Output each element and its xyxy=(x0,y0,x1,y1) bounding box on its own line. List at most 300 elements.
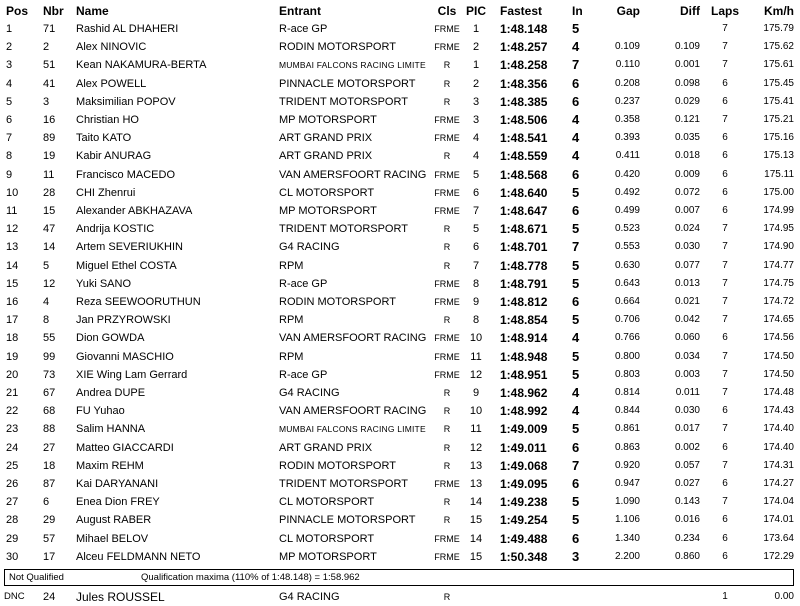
cell-laps: 6 xyxy=(722,168,728,180)
cell-gap xyxy=(600,20,640,38)
cell-laps: 6 xyxy=(722,550,728,562)
cell-gap: 0.630 xyxy=(614,259,640,271)
cell-kmh: 175.45 xyxy=(763,77,794,89)
cell-kmh: 175.16 xyxy=(763,132,794,144)
cell-name: Andrija KOSTIC xyxy=(76,223,155,236)
cell-cls: R xyxy=(443,442,451,453)
cell-fastest: 1:49.238 xyxy=(500,495,548,510)
cell-pic: 7 xyxy=(472,205,480,217)
header-cls: Cls xyxy=(437,4,457,18)
cell-name: Francisco MACEDO xyxy=(76,168,176,181)
table-row xyxy=(0,184,800,202)
cell-pos: 27 xyxy=(6,496,19,509)
cell-name: Artem SEVERIUKHIN xyxy=(76,241,183,254)
cell-laps: 6 xyxy=(722,95,728,107)
cell-laps: 7 xyxy=(722,350,728,362)
cell-nbr: 28 xyxy=(43,186,56,199)
dnc-cls: R xyxy=(443,592,451,602)
table-row xyxy=(0,402,800,420)
cell-laps: 6 xyxy=(722,132,728,144)
cell-pos: 3 xyxy=(6,59,13,72)
cell-in: 7 xyxy=(572,239,580,255)
cell-nbr: 2 xyxy=(43,41,50,54)
cell-diff: 0.003 xyxy=(674,368,700,380)
cell-pos: 1 xyxy=(6,23,13,35)
cell-entrant: PINNACLE MOTORSPORT xyxy=(279,77,416,90)
cell-fastest: 1:48.506 xyxy=(500,113,548,127)
cell-fastest: 1:50.348 xyxy=(500,549,548,564)
cell-kmh: 174.77 xyxy=(763,259,794,271)
cell-kmh: 174.27 xyxy=(763,478,794,489)
cell-pos: 28 xyxy=(6,514,19,527)
cell-diff: 0.077 xyxy=(674,259,700,271)
cell-gap: 0.358 xyxy=(614,114,640,125)
cell-gap: 0.499 xyxy=(614,205,640,216)
table-header xyxy=(0,2,800,20)
cell-diff: 0.030 xyxy=(674,241,700,253)
table-row xyxy=(0,457,800,475)
cell-fastest: 1:48.541 xyxy=(500,131,548,146)
cell-name: Kai DARYANANI xyxy=(76,478,159,490)
cell-gap: 1.106 xyxy=(614,514,640,526)
cell-pos: 13 xyxy=(6,241,19,254)
header-pos: Pos xyxy=(6,4,29,18)
cell-kmh: 174.65 xyxy=(763,314,794,326)
cell-laps: 7 xyxy=(722,496,728,508)
cell-name: Kean NAKAMURA-BERTA xyxy=(76,59,207,72)
cell-cls: R xyxy=(443,242,451,253)
table-row xyxy=(0,275,800,293)
cell-name: Dion GOWDA xyxy=(76,332,145,345)
cell-diff: 0.060 xyxy=(674,332,700,344)
cell-nbr: 41 xyxy=(43,77,56,90)
cell-name: FU Yuhao xyxy=(76,405,125,418)
cell-name: Yuki SANO xyxy=(76,277,132,290)
cell-kmh: 172.29 xyxy=(763,550,794,562)
cell-gap: 0.420 xyxy=(614,168,640,180)
cell-nbr: 16 xyxy=(43,114,56,126)
header-name: Name xyxy=(76,4,109,18)
cell-laps: 7 xyxy=(722,41,728,53)
cell-cls: FRME xyxy=(434,351,460,362)
cell-pos: 8 xyxy=(6,150,13,163)
cell-fastest: 1:49.009 xyxy=(500,422,548,437)
cell-laps: 6 xyxy=(722,332,728,344)
cell-gap: 0.800 xyxy=(614,350,640,362)
cell-pic: 7 xyxy=(472,259,480,272)
cell-in: 6 xyxy=(572,439,580,455)
cell-fastest: 1:48.671 xyxy=(500,222,548,237)
cell-in: 6 xyxy=(572,75,580,91)
cell-fastest: 1:48.914 xyxy=(500,331,548,346)
table-row xyxy=(0,38,800,56)
cell-fastest: 1:48.559 xyxy=(500,149,548,164)
cell-gap: 0.109 xyxy=(614,41,640,53)
cell-fastest: 1:48.647 xyxy=(500,204,548,218)
cell-entrant: MP MOTORSPORT xyxy=(279,550,377,563)
cell-fastest: 1:48.385 xyxy=(500,94,548,109)
cell-gap: 2.200 xyxy=(614,550,640,562)
cell-laps: 7 xyxy=(722,368,728,380)
cell-fastest: 1:48.257 xyxy=(500,40,548,55)
cell-entrant: CL MOTORSPORT xyxy=(279,186,375,199)
cell-pic: 8 xyxy=(472,277,480,290)
cell-name: Salim HANNA xyxy=(76,423,146,436)
cell-laps: 7 xyxy=(722,114,728,125)
cell-name: Maksimilian POPOV xyxy=(76,95,176,108)
cell-diff: 0.002 xyxy=(674,441,700,453)
cell-pic: 14 xyxy=(469,496,483,509)
dnc-row xyxy=(0,588,800,606)
dnc-name: Jules ROUSSEL xyxy=(76,590,165,604)
cell-in: 5 xyxy=(572,257,580,273)
cell-cls: FRME xyxy=(434,278,460,289)
cell-pic: 1 xyxy=(472,59,480,72)
cell-diff: 0.001 xyxy=(674,59,700,71)
table-row xyxy=(0,111,800,129)
cell-name: Kabir ANURAG xyxy=(76,150,152,163)
cell-entrant: TRIDENT MOTORSPORT xyxy=(279,223,408,236)
cell-pos: 11 xyxy=(6,205,18,217)
cell-in: 6 xyxy=(572,166,580,182)
table-row xyxy=(0,439,800,457)
table-row xyxy=(0,384,800,402)
cell-fastest: 1:48.568 xyxy=(500,167,548,182)
cell-nbr: 47 xyxy=(43,223,56,236)
cell-diff xyxy=(660,20,700,38)
cell-cls: R xyxy=(443,388,451,398)
cell-fastest: 1:49.068 xyxy=(500,458,548,473)
cell-cls: FRME xyxy=(434,24,460,34)
cell-gap: 1.340 xyxy=(614,532,640,544)
cell-diff: 0.098 xyxy=(674,77,700,89)
cell-pos: 23 xyxy=(6,423,19,436)
cell-in: 4 xyxy=(572,130,580,146)
cell-laps: 6 xyxy=(722,405,728,417)
cell-kmh: 175.13 xyxy=(763,150,794,162)
cell-laps: 6 xyxy=(722,205,728,216)
cell-fastest: 1:48.951 xyxy=(500,367,548,382)
cell-entrant: ART GRAND PRIX xyxy=(279,441,373,454)
cell-laps: 6 xyxy=(722,186,728,198)
cell-in: 3 xyxy=(572,548,580,564)
dnc-kmh: 0.00 xyxy=(774,591,794,602)
cell-gap: 0.523 xyxy=(614,223,640,235)
table-row xyxy=(0,75,800,93)
cell-fastest: 1:48.356 xyxy=(500,76,548,91)
cell-name: CHI Zhenrui xyxy=(76,186,136,199)
header-nbr: Nbr xyxy=(43,4,64,18)
cell-kmh: 174.40 xyxy=(763,423,794,435)
cell-cls: FRME xyxy=(434,206,460,216)
cell-entrant: VAN AMERSFOORT RACING xyxy=(279,168,427,181)
cell-diff: 0.021 xyxy=(674,296,700,307)
table-row xyxy=(0,366,800,384)
cell-laps: 7 xyxy=(722,223,728,235)
cell-pic: 6 xyxy=(472,241,480,254)
cell-diff: 0.009 xyxy=(674,168,700,180)
cell-cls: R xyxy=(443,460,451,471)
table-row xyxy=(0,56,800,74)
cell-pos: 6 xyxy=(6,114,13,126)
cell-pos: 29 xyxy=(6,532,19,545)
header-fastest: Fastest xyxy=(500,4,543,18)
cell-kmh: 175.00 xyxy=(763,186,794,198)
cell-in: 5 xyxy=(572,275,580,291)
cell-gap: 0.803 xyxy=(614,368,640,380)
cell-pic: 2 xyxy=(472,41,480,54)
cell-pic: 4 xyxy=(472,132,480,145)
cell-pos: 2 xyxy=(6,41,13,54)
cell-kmh: 174.50 xyxy=(763,350,794,362)
cell-kmh: 174.01 xyxy=(763,514,794,526)
cell-in: 6 xyxy=(572,476,580,491)
cell-pos: 25 xyxy=(6,459,19,472)
cell-pos: 26 xyxy=(6,478,19,490)
cell-fastest: 1:48.258 xyxy=(500,58,548,73)
cell-gap: 0.237 xyxy=(614,95,640,107)
cell-pic: 9 xyxy=(472,387,480,399)
cell-pic: 11 xyxy=(470,423,482,436)
cell-diff: 0.042 xyxy=(674,314,700,326)
table-row xyxy=(0,293,800,311)
dnc-entrant: G4 RACING xyxy=(279,591,340,603)
cell-pic: 12 xyxy=(469,441,483,454)
cell-kmh: 174.99 xyxy=(763,205,794,216)
cell-diff: 0.018 xyxy=(674,150,700,162)
cell-nbr: 51 xyxy=(43,59,56,72)
cell-diff: 0.013 xyxy=(674,277,700,289)
cell-name: Jan PRZYROWSKI xyxy=(76,314,171,327)
cell-nbr: 57 xyxy=(43,532,56,545)
cell-in: 5 xyxy=(572,512,580,528)
table-row xyxy=(0,548,800,566)
cell-in: 5 xyxy=(572,221,580,237)
cell-cls: R xyxy=(443,78,451,89)
cell-entrant: PINNACLE MOTORSPORT xyxy=(279,514,416,527)
cell-diff: 0.072 xyxy=(674,186,700,198)
cell-name: Matteo GIACCARDI xyxy=(76,441,174,454)
cell-name: Reza SEEWOORUTHUN xyxy=(76,296,201,308)
cell-kmh: 174.75 xyxy=(763,277,794,289)
cell-nbr: 15 xyxy=(43,205,56,217)
cell-name: Alex POWELL xyxy=(76,77,147,90)
cell-nbr: 99 xyxy=(43,350,56,363)
cell-entrant: G4 RACING xyxy=(279,241,340,254)
cell-entrant: CL MOTORSPORT xyxy=(279,532,375,545)
cell-kmh: 174.04 xyxy=(763,496,794,508)
cell-name: Taito KATO xyxy=(76,132,132,145)
cell-pic: 13 xyxy=(469,459,483,472)
table-row xyxy=(0,202,800,220)
cell-diff: 0.143 xyxy=(674,496,700,508)
cell-pic: 5 xyxy=(472,168,480,181)
cell-nbr: 67 xyxy=(43,387,56,399)
cell-fastest: 1:49.011 xyxy=(500,440,547,455)
cell-pic: 1 xyxy=(472,23,480,35)
header-pic: PIC xyxy=(466,4,487,18)
cell-laps: 7 xyxy=(722,296,728,307)
cell-cls: R xyxy=(443,515,451,526)
cell-cls: FRME xyxy=(434,133,460,144)
cell-nbr: 14 xyxy=(43,241,56,254)
cell-cls: R xyxy=(443,60,451,71)
cell-in: 4 xyxy=(572,385,580,400)
cell-entrant: RPM xyxy=(279,259,304,272)
cell-nbr: 87 xyxy=(43,478,56,490)
cell-fastest: 1:48.992 xyxy=(500,404,548,419)
cell-nbr: 18 xyxy=(43,459,56,472)
cell-kmh: 174.56 xyxy=(763,332,794,344)
cell-fastest: 1:48.148 xyxy=(500,22,548,36)
cell-gap: 0.920 xyxy=(614,459,640,471)
cell-pic: 13 xyxy=(469,478,483,490)
cell-nbr: 3 xyxy=(43,95,50,108)
cell-diff: 0.057 xyxy=(674,459,700,471)
cell-diff: 0.860 xyxy=(674,550,700,562)
cell-in: 4 xyxy=(572,403,580,419)
cell-pos: 14 xyxy=(6,259,19,272)
cell-name: Giovanni MASCHIO xyxy=(76,350,174,363)
cell-in: 5 xyxy=(572,494,580,510)
cell-pos: 24 xyxy=(6,441,19,454)
cell-kmh: 175.41 xyxy=(763,95,794,107)
cell-fastest: 1:48.778 xyxy=(500,258,548,273)
cell-pic: 12 xyxy=(469,368,483,381)
cell-laps: 6 xyxy=(722,150,728,162)
cell-kmh: 174.31 xyxy=(763,459,794,471)
cell-fastest: 1:48.791 xyxy=(500,276,548,291)
cell-gap: 0.643 xyxy=(614,277,640,289)
cell-laps: 7 xyxy=(722,23,728,34)
cell-fastest: 1:48.812 xyxy=(500,295,548,309)
cell-entrant: R-ace GP xyxy=(279,23,328,35)
table-row xyxy=(0,166,800,184)
header-entrant: Entrant xyxy=(279,4,321,18)
cell-pic: 8 xyxy=(472,314,480,327)
cell-gap: 0.844 xyxy=(614,405,640,417)
table-row xyxy=(0,329,800,347)
cell-name: Alceu FELDMANN NETO xyxy=(76,550,201,563)
cell-kmh: 174.40 xyxy=(763,441,794,453)
table-row xyxy=(0,129,800,147)
cell-kmh: 174.95 xyxy=(763,223,794,235)
table-row xyxy=(0,147,800,165)
cell-name: XIE Wing Lam Gerrard xyxy=(76,368,188,381)
cell-gap: 0.766 xyxy=(614,332,640,344)
cell-entrant: ART GRAND PRIX xyxy=(279,150,373,163)
cell-nbr: 19 xyxy=(43,150,56,163)
header-laps: Laps xyxy=(710,4,739,18)
cell-laps: 7 xyxy=(722,459,728,471)
not-qualified-box xyxy=(4,569,794,586)
cell-cls: R xyxy=(443,406,451,417)
cell-diff: 0.109 xyxy=(674,41,700,53)
cell-entrant: RODIN MOTORSPORT xyxy=(279,296,396,308)
cell-diff: 0.007 xyxy=(674,205,700,216)
cell-pos: 10 xyxy=(6,186,19,199)
cell-pos: 5 xyxy=(6,95,13,108)
cell-fastest: 1:48.640 xyxy=(500,185,548,200)
cell-nbr: 89 xyxy=(43,132,56,145)
cell-laps: 6 xyxy=(722,478,728,489)
cell-laps: 6 xyxy=(722,514,728,526)
cell-in: 5 xyxy=(572,421,580,437)
cell-pic: 3 xyxy=(472,95,480,108)
cell-diff: 0.029 xyxy=(674,95,700,107)
table-row xyxy=(0,257,800,275)
cell-kmh: 174.50 xyxy=(763,368,794,380)
cell-gap: 0.110 xyxy=(615,59,640,71)
cell-nbr: 8 xyxy=(43,314,50,327)
cell-laps: 7 xyxy=(722,59,728,71)
cell-cls: R xyxy=(443,424,451,435)
cell-laps: 7 xyxy=(722,259,728,271)
cell-entrant: RODIN MOTORSPORT xyxy=(279,41,396,54)
cell-diff: 0.016 xyxy=(674,514,700,526)
cell-in: 5 xyxy=(572,366,580,382)
table-row xyxy=(0,493,800,511)
cell-pic: 14 xyxy=(469,532,483,545)
cell-pic: 15 xyxy=(469,550,483,563)
cell-pic: 11 xyxy=(470,350,482,363)
dnc-nbr: 24 xyxy=(43,591,56,603)
cell-in: 6 xyxy=(572,530,580,546)
cell-in: 6 xyxy=(572,93,580,109)
cell-kmh: 175.11 xyxy=(764,168,794,180)
cell-cls: FRME xyxy=(434,369,460,380)
cell-cls: FRME xyxy=(434,333,460,344)
cell-laps: 6 xyxy=(722,441,728,453)
cell-pos: 9 xyxy=(6,168,13,181)
cell-entrant: G4 RACING xyxy=(279,387,340,399)
cell-kmh: 174.48 xyxy=(763,387,794,398)
cell-in: 5 xyxy=(572,184,580,200)
cell-cls: FRME xyxy=(434,115,460,125)
cell-fastest: 1:49.254 xyxy=(500,513,548,528)
cell-name: Rashid AL DHAHERI xyxy=(76,23,179,35)
cell-in: 4 xyxy=(572,148,580,164)
cell-name: Alex NINOVIC xyxy=(76,41,147,54)
cell-cls: R xyxy=(443,151,451,162)
cell-pos: 16 xyxy=(6,296,19,308)
cell-pic: 4 xyxy=(472,150,480,163)
cell-cls: FRME xyxy=(434,169,460,180)
cell-kmh: 175.79 xyxy=(763,23,794,34)
cell-in: 6 xyxy=(572,203,580,218)
cell-kmh: 175.21 xyxy=(763,114,794,125)
table-row xyxy=(0,20,800,38)
cell-name: Miguel Ethel COSTA xyxy=(76,259,177,272)
cell-cls: R xyxy=(443,260,451,271)
cell-pic: 2 xyxy=(472,77,480,90)
cell-laps: 6 xyxy=(722,77,728,89)
cell-name: Maxim REHM xyxy=(76,459,144,472)
cell-cls: FRME xyxy=(434,187,460,198)
not-qualified-label: Not Qualified xyxy=(9,572,64,583)
cell-diff: 0.234 xyxy=(674,532,700,544)
cell-cls: R xyxy=(443,497,451,508)
header-in: In xyxy=(572,4,583,18)
cell-entrant: VAN AMERSFOORT RACING xyxy=(279,332,427,345)
cell-entrant: TRIDENT MOTORSPORT xyxy=(279,95,408,108)
table-row xyxy=(0,238,800,256)
cell-diff: 0.024 xyxy=(674,223,700,235)
cell-pos: 30 xyxy=(6,550,19,563)
cell-nbr: 55 xyxy=(43,332,56,345)
cell-diff: 0.034 xyxy=(674,350,700,362)
cell-in: 4 xyxy=(572,39,580,55)
